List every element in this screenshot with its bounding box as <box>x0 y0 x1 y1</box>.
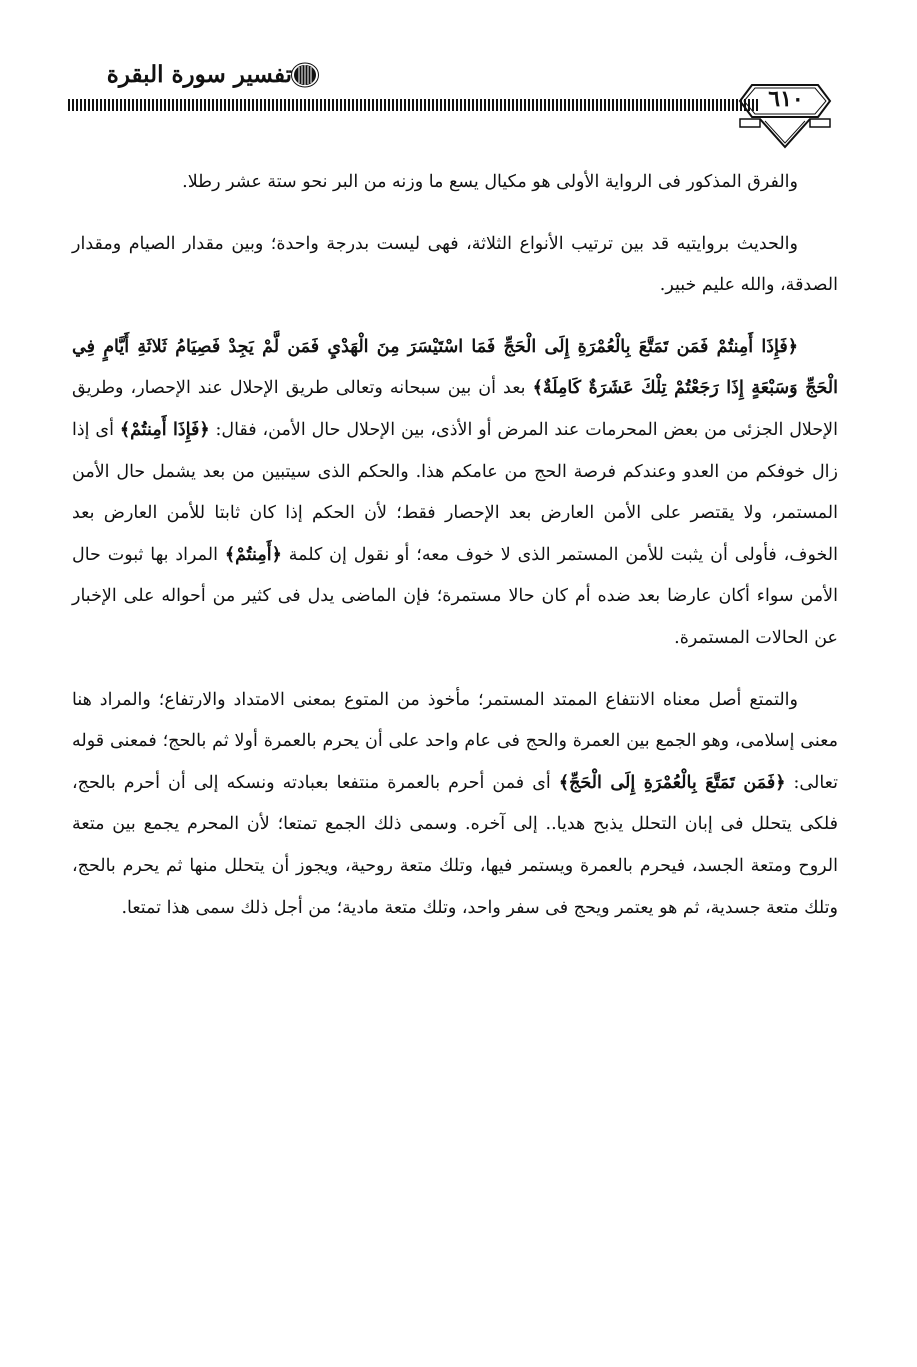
paragraph <box>72 162 838 204</box>
quran-close-bracket: ﴾ <box>532 378 543 399</box>
quran-open-bracket: ﴿ <box>787 336 798 357</box>
page-body <box>72 162 838 1272</box>
paragraph <box>72 680 838 930</box>
paragraph-text: المراد بها ثبوت حال الأمن سواء أكان عارضا بعد ضده أم كان حالا مستمرة؛ فإن الماضى يدل فى كثير من أحواله على الإخبار عن الحالات المستمرة. <box>72 544 838 648</box>
header-ornament-icon <box>290 62 320 88</box>
quran-close-bracket: ﴾ <box>224 544 236 565</box>
paragraph <box>72 327 838 660</box>
paragraph-text: أى إذا زال خوفكم من العدو وعندكم فرصة الحج من عامكم هذا. والحكم الذى سيتبين من بعد يشمل حال الأمن المستمر، ولا يقتصر على الأمن العارض بعد الإحصار فقط؛ لأن الحكم إذا كان ثابتا للأمن العارض بعد الخوف، فأولى أن يثبت للأمن المستمر الذى لا خوف معه؛ أو نقول إن كلمة <box>72 419 838 565</box>
quran-close-bracket: ﴾ <box>119 419 131 440</box>
paragraph-text: بعد أن بين سبحانه وتعالى طريق الإحلال عند الإحصار، وطريق الإحلال الجزئى من بعض المحرمات عند المرض أو الأذى، بين الإحلال حال الأمن، فقال: <box>72 378 839 440</box>
paragraph <box>72 224 838 307</box>
quran-open-bracket: ﴿ <box>199 419 210 440</box>
quran-quote: فَإِذَا أَمِنتُمْ <box>130 419 200 440</box>
quran-verse: فَإِذَا أَمِنتُمْ فَمَن تَمَتَّعَ بِالْعُمْرَةِ إِلَى الْحَجِّ فَمَا اسْتَيْسَرَ مِنَ الْهَدْيِ فَمَن لَّمْ يَجِدْ فَصِيَامُ ثَلاثَةِ أَيَّامٍ فِي الْحَجِّ وَسَبْعَةٍ إِذَا رَجَعْتُمْ تِلْكَ عَشَرَةٌ كَامِلَةٌ <box>72 336 838 399</box>
paragraph-text: والتمتع أصل معناه الانتفاع الممتد المستمر؛ مأخوذ من المتوع بمعنى الامتداد والارتفاع؛ والمراد هنا معنى إسلامى، وهو الجمع بين العمرة والحج فى عام واحد على أن يحرم بالعمرة أولا ثم بالحج؛ فمعنى قوله تعالى: <box>72 689 838 793</box>
quran-open-bracket: ﴿ <box>271 544 282 565</box>
quran-close-bracket: ﴾ <box>558 772 570 793</box>
paragraph-text: والحديث بروايتيه قد بين ترتيب الأنواع الثلاثة، فهى ليست بدرجة واحدة؛ وبين مقدار الصيام ومقدار الصدقة، والله عليم خبير. <box>72 233 838 296</box>
page-number: ٦١٠ <box>768 86 804 112</box>
paragraph-text: أى فمن أحرم بالعمرة منتفعا بعبادته ونسكه إلى أن أحرم بالحج، فلكى يتحلل فى إبان التحلل يذبح هديا.. إلى آخره. وسمى ذلك الجمع تمتعا؛ لأن المحرم يجمع بين متعة الروح ومتعة الجسد، فيحرم بالعمرة ويستمر فيها، وتلك متعة روحية، ويجوز أن يتحلل منها ثم يحرم بالحج، وتلك متعة جسدية، ثم هو يعتمر ويحج فى سفر واحد، وتلك متعة مادية؛ من أجل ذلك سمى هذا تمتعا. <box>72 772 838 918</box>
running-header-title: تفسير سورة البقرة <box>106 61 292 88</box>
header-dotted-rule <box>68 99 758 111</box>
quran-quote: فَمَن تَمَتَّعَ بِالْعُمْرَةِ إِلَى الْحَجِّ <box>569 772 776 793</box>
quran-quote: أَمِنتُمْ <box>235 544 272 565</box>
quran-open-bracket: ﴿ <box>775 772 786 793</box>
paragraph-text: والفرق المذكور فى الرواية الأولى هو مكيال يسع ما وزنه من البر نحو ستة عشر رطلا. <box>182 172 798 192</box>
